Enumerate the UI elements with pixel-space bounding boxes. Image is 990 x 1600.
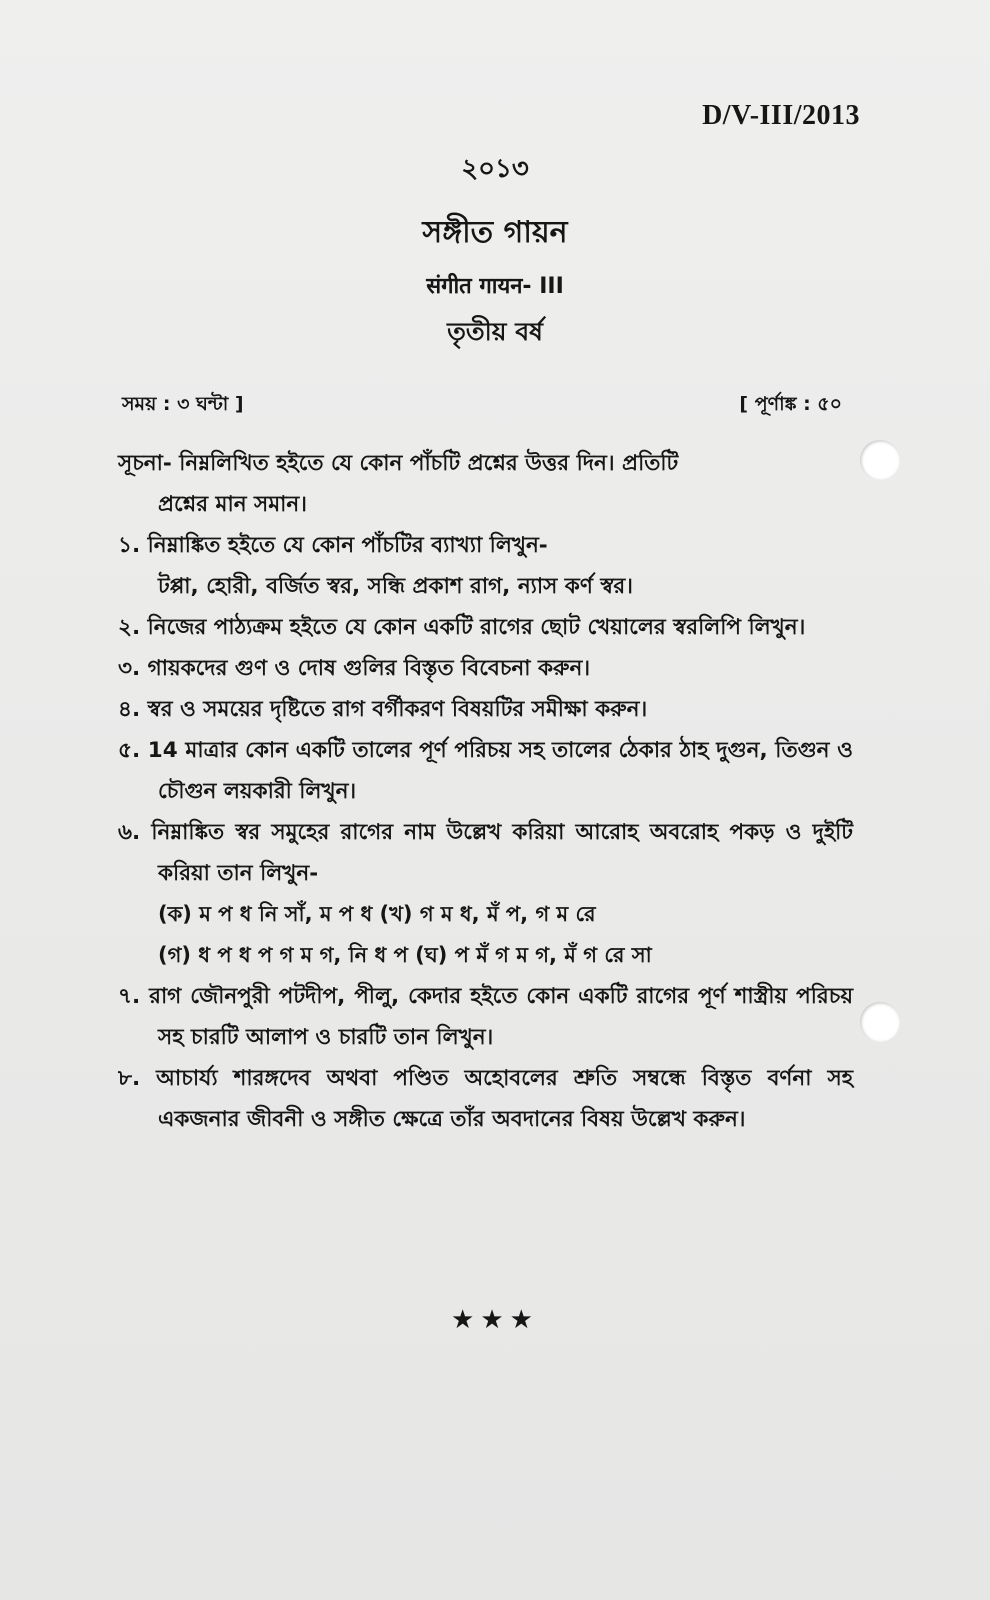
question-7: ৭. রাগ জৌনপুরী পটদীপ, পীলু, কেদার হইতে কোন একটি রাগের পূর্ণ শাস্ত্রীয় পরিচয় সহ চারটি আলাপ ও চারটি তান লিখুন।	[118, 984, 853, 1050]
question-1-items: টপ্পা, হোরী, বর্জিত স্বর, সন্ধি প্রকাশ রাগ, ন্যাস কর্ণ স্বর।	[158, 574, 633, 599]
subject-subtitle-hindi: संगीत गायन- III	[426, 274, 564, 299]
paper-code: D/V-III/2013	[702, 100, 860, 131]
exam-duration: সময় : ৩ ঘন্টা ]	[122, 393, 244, 415]
question-1: ১. নিম্নাঙ্কিত হইতে যে কোন পাঁচটির ব্যাখ্যা লিখুন-	[118, 533, 548, 558]
subject-title: সঙ্গীত গায়ন	[422, 215, 568, 250]
full-marks: [ পূর্ণাঙ্ক : ৫০	[739, 393, 842, 415]
end-stars: ★★★	[451, 1305, 539, 1335]
question-4: ৪. স্বর ও সময়ের দৃষ্টিতে রাগ বর্গীকরণ বিষয়টির সমীক্ষা করুন।	[118, 697, 648, 722]
question-5: ৫. 14 মাত্রার কোন একটি তালের পূর্ণ পরিচয় সহ তালের ঠেকার ঠাহ দুগুন, তিগুন ও চৌগুন লয়কারী লিখুন।	[118, 738, 853, 804]
punch-hole-bottom	[860, 1002, 900, 1042]
exam-year: ২০১৩	[461, 154, 529, 184]
question-6-notation-2: (গ) ধ প ধ প গ ম গ, নি ধ প (ঘ) প মঁ গ ম গ, মঁ গ রে সা	[158, 943, 652, 967]
instruction-line-1: সূচনা- নিম্নলিখিত হইতে যে কোন পাঁচটি প্রশ্নের উত্তর দিন। প্রতিটি	[118, 451, 679, 476]
class-year: তৃতীয় বর্ষ	[447, 317, 543, 346]
question-body	[118, 443, 853, 1140]
question-6-notation-1: (ক) ম প ধ নি সাঁ, ম প ধ (খ) গ ম ধ, মঁ প, গ ম রে	[158, 902, 596, 926]
instruction-line-2: প্রশ্নের মান সমান।	[158, 492, 307, 517]
punch-hole-top	[860, 440, 900, 480]
question-3: ৩. গায়কদের গুণ ও দোষ গুলির বিস্তৃত বিবেচনা করুন।	[118, 656, 591, 681]
question-2: ২. নিজের পাঠ্যক্রম হইতে যে কোন একটি রাগের ছোট খেয়ালের স্বরলিপি লিখুন।	[118, 615, 806, 640]
question-6: ৬. নিম্নাঙ্কিত স্বর সমুহের রাগের নাম উল্লেখ করিয়া আরোহ অবরোহ পকড় ও দুইটি করিয়া তান লিখুন-	[118, 820, 853, 886]
question-8: ৮. আচার্য্য শারঙ্গদেব অথবা পণ্ডিত অহোবলের শ্রুতি সম্বন্ধে বিস্তৃত বর্ণনা সহ একজনার জীবনী ও সঙ্গীত ক্ষেত্রে তাঁর অবদানের বিষয় উল্লেখ করুন।	[118, 1066, 853, 1132]
